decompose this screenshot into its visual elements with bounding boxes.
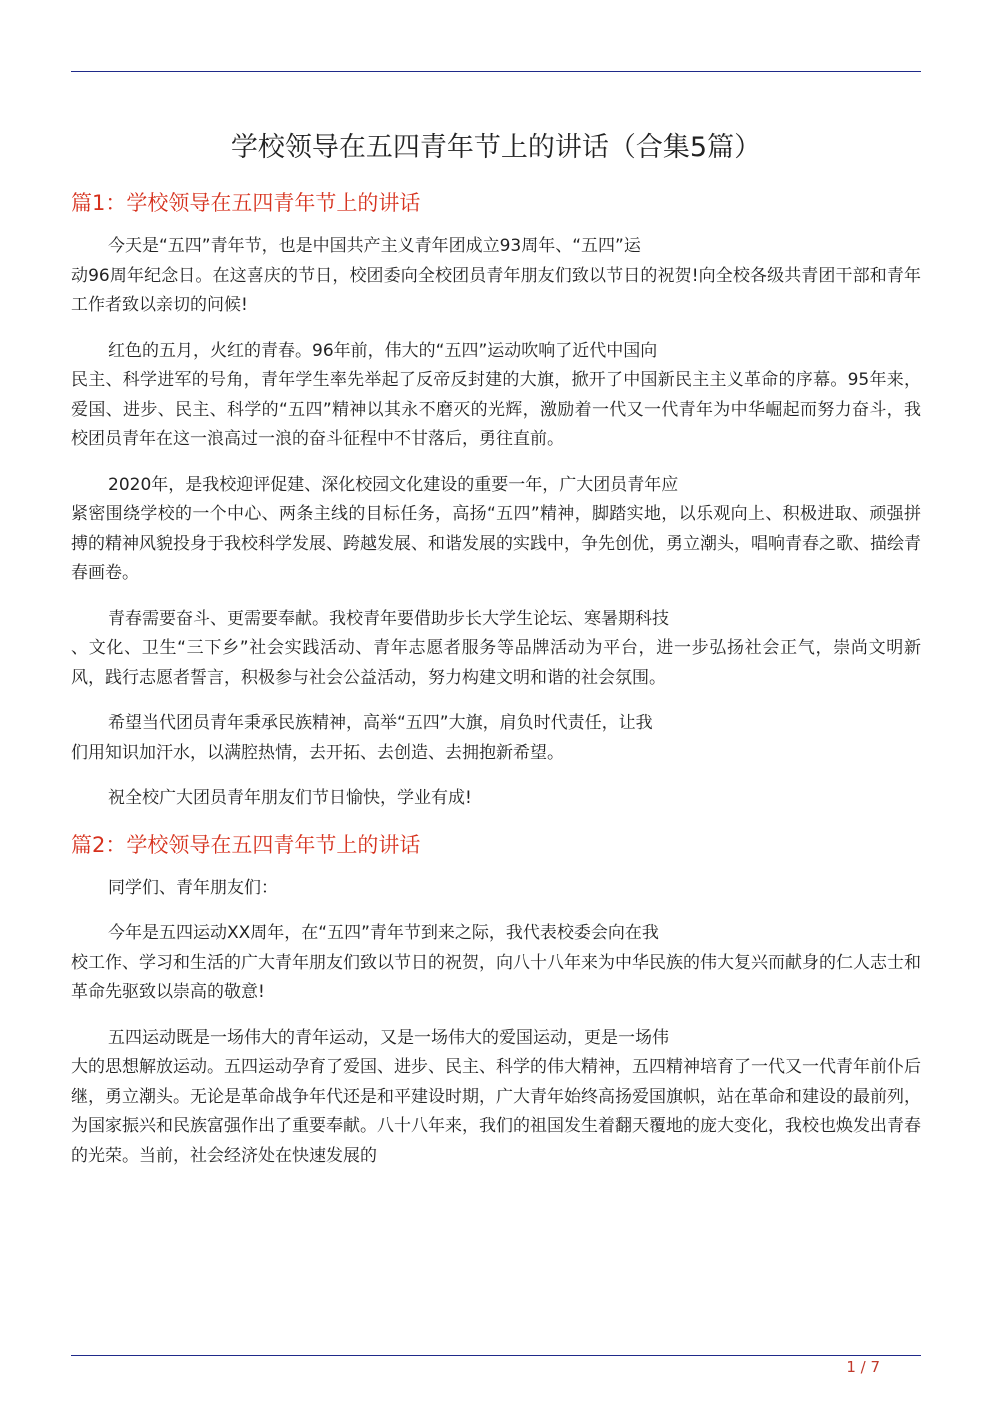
section-heading-1: 篇1：学校领导在五四青年节上的讲话 [71,191,421,215]
paragraph [71,232,921,321]
paragraph-continuation: 动96周年纪念日。在这喜庆的节日，校团委向全校团员青年朋友们致以节日的祝贺!向全校各级共青团干部和青年工作者致以亲切的问候! [71,265,921,315]
closing-line: 祝全校广大团员青年朋友们节日愉快，学业有成! [108,788,472,808]
paragraph-continuation: 们用知识加汗水，以满腔热情，去开拓、去创造、去拥抱新希望。 [71,742,564,763]
paragraph [71,605,921,694]
paragraph-continuation: 、文化、卫生“三下乡”社会实践活动、青年志愿者服务等品牌活动为平台，进一步弘扬社会正气，崇尚文明新风，践行志愿者誓言，积极参与社会公益活动，努力构建文明和谐的社会氛围。 [71,638,921,688]
paragraph [71,709,921,768]
paragraph [71,471,921,589]
paragraph-first-line: 希望当代团员青年秉承民族精神，高举“五四”大旗，肩负时代责任，让我 [108,713,653,733]
document-body [71,128,921,1187]
paragraph-first-line: 今年是五四运动XX周年，在“五四”青年节到来之际，我代表校委会向在我 [108,923,659,943]
paragraph-first-line: 今天是“五四”青年节，也是中国共产主义青年团成立93周年、“五四”运 [108,236,641,256]
paragraph-first-line: 红色的五月，火红的青春。96年前，伟大的“五四”运动吹响了近代中国向 [108,340,658,361]
paragraph-continuation: 民主、科学进军的号角，青年学生率先举起了反帝反封建的大旗，掀开了中国新民主主义革命的序幕。95年来，爱国、进步、民主、科学的“五四”精神以其永不磨灭的光辉，激励着一代又一代青年为中华崛起而努力奋斗，我校团员青年在这一浪高过一浪的奋斗征程中不甘落后，勇往直前。 [71,370,921,449]
paragraph-continuation: 大的思想解放运动。五四运动孕育了爱国、进步、民主、科学的伟大精神，五四精神培育了一代又一代青年前仆后继，勇立潮头。无论是革命战争年代还是和平建设时期，广大青年始终高扬爱国旗帜，站在革命和建设的最前列，为国家振兴和民族富强作出了重要奉献。八十八年来，我们的祖国发生着翻天覆地的庞大变化，我校也焕发出青春的光荣。当前，社会经济处在快速发展的 [71,1057,921,1166]
paragraph [71,337,921,455]
header-rule [71,71,921,72]
greeting-line: 同学们、青年朋友们： [108,877,278,898]
document-title: 学校领导在五四青年节上的讲话（合集5篇） [230,132,762,163]
paragraph-first-line: 青春需要奋斗、更需要奉献。我校青年要借助步长大学生论坛、寒暑期科技 [108,608,669,629]
paragraph [71,1024,921,1172]
section-heading-2: 篇2：学校领导在五四青年节上的讲话 [71,832,421,857]
page-number: 1 / 7 [846,1358,880,1376]
paragraph-continuation: 紧密围绕学校的一个中心、两条主线的目标任务，高扬“五四”精神，脚踏实地，以乐观向上、积极进取、顽强拼搏的精神风貌投身于我校科学发展、跨越发展、和谐发展的实践中，争先创优，勇立潮头，唱响青春之歌、描绘青春画卷。 [71,504,921,583]
footer-rule [71,1355,921,1356]
paragraph-first-line: 五四运动既是一场伟大的青年运动，又是一场伟大的爱国运动，更是一场伟 [108,1027,669,1048]
paragraph-first-line: 2020年，是我校迎评促建、深化校园文化建设的重要一年，广大团员青年应 [108,474,679,495]
paragraph-continuation: 校工作、学习和生活的广大青年朋友们致以节日的祝贺，向八十八年来为中华民族的伟大复兴而献身的仁人志士和革命先驱致以崇高的敬意! [71,952,921,1002]
paragraph [71,919,921,1008]
